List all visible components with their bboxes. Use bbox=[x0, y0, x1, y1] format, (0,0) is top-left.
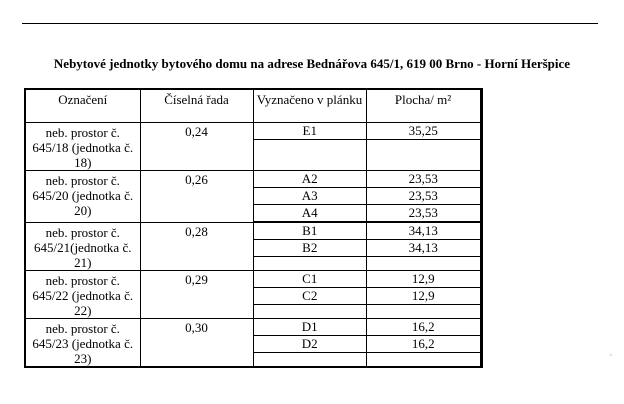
header-vyznaceno: Vyznačeno v plánku bbox=[253, 89, 366, 122]
area-value: 35,25 bbox=[366, 123, 480, 139]
area-value: 16,2 bbox=[366, 336, 480, 352]
ratio-cell: 0,26 bbox=[140, 170, 253, 222]
area-value: 12,9 bbox=[366, 288, 480, 304]
document-title: Nebytové jednotky bytového domu na adrese Bednářova 645/1, 619 00 Brno - Horní Heršpice bbox=[53, 56, 571, 71]
top-divider bbox=[22, 23, 598, 24]
plan-area-row bbox=[254, 336, 480, 353]
unit-label-cell: neb. prostor č. 645/21(jednotka č. 21) bbox=[25, 222, 140, 270]
plan-area-cell bbox=[253, 122, 481, 170]
plan-code: D2 bbox=[301, 335, 318, 351]
cell-filler bbox=[254, 353, 480, 366]
table-row bbox=[25, 222, 481, 270]
ratio-cell: 0,29 bbox=[140, 270, 253, 318]
units-table bbox=[24, 88, 483, 368]
cell-filler bbox=[254, 257, 480, 270]
unit-label-cell: neb. prostor č. 645/20 (jednotka č. 20) bbox=[25, 170, 140, 222]
plan-code: C2 bbox=[302, 287, 318, 303]
table-row bbox=[25, 170, 481, 222]
plan-area-row bbox=[254, 171, 480, 188]
cell-filler bbox=[254, 305, 480, 318]
plan-code: B2 bbox=[302, 239, 318, 255]
plan-area-row bbox=[254, 123, 480, 140]
unit-label-cell: neb. prostor č. 645/23 (jednotka č. 23) bbox=[25, 318, 140, 367]
area-value: 23,53 bbox=[366, 171, 480, 187]
unit-label-cell: neb. prostor č. 645/22 (jednotka č. 22) bbox=[25, 270, 140, 318]
plan-area-row bbox=[254, 288, 480, 305]
area-value: 23,53 bbox=[366, 205, 480, 221]
plan-area-row bbox=[254, 223, 480, 240]
plan-code: D1 bbox=[301, 318, 318, 334]
plan-code: E1 bbox=[302, 122, 317, 138]
table-row bbox=[25, 270, 481, 318]
area-value: 34,13 bbox=[366, 223, 480, 239]
header-oznaceni: Označení bbox=[25, 89, 140, 122]
plan-area-cell bbox=[253, 318, 481, 367]
plan-area-row bbox=[254, 271, 480, 288]
plan-code: A3 bbox=[301, 187, 318, 203]
plan-area-row bbox=[254, 188, 480, 205]
plan-code: A2 bbox=[301, 170, 318, 186]
plan-area-cell bbox=[253, 170, 481, 222]
plan-area-row bbox=[254, 240, 480, 257]
plan-area-cell bbox=[253, 270, 481, 318]
cell-filler bbox=[254, 140, 480, 170]
header-ciselna-rada: Číselná řada bbox=[140, 89, 253, 122]
corner-mark: ▪ bbox=[609, 350, 613, 361]
plan-code: A4 bbox=[301, 204, 318, 220]
header-plocha: Plocha/ m² bbox=[366, 89, 481, 122]
plan-area-row bbox=[254, 319, 480, 336]
table-header-row bbox=[25, 89, 481, 122]
area-value: 23,53 bbox=[366, 188, 480, 204]
ratio-cell: 0,28 bbox=[140, 222, 253, 270]
area-value: 12,9 bbox=[366, 271, 480, 287]
area-value: 34,13 bbox=[366, 240, 480, 256]
ratio-cell: 0,24 bbox=[140, 122, 253, 170]
ratio-cell: 0,30 bbox=[140, 318, 253, 367]
plan-area-cell bbox=[253, 222, 481, 270]
plan-code: B1 bbox=[302, 222, 318, 238]
unit-label-cell: neb. prostor č. 645/18 (jednotka č. 18) bbox=[25, 122, 140, 170]
plan-area-row bbox=[254, 205, 480, 222]
area-value: 16,2 bbox=[366, 319, 480, 335]
table-row bbox=[25, 122, 481, 170]
plan-code: C1 bbox=[302, 270, 318, 286]
table-row bbox=[25, 318, 481, 367]
